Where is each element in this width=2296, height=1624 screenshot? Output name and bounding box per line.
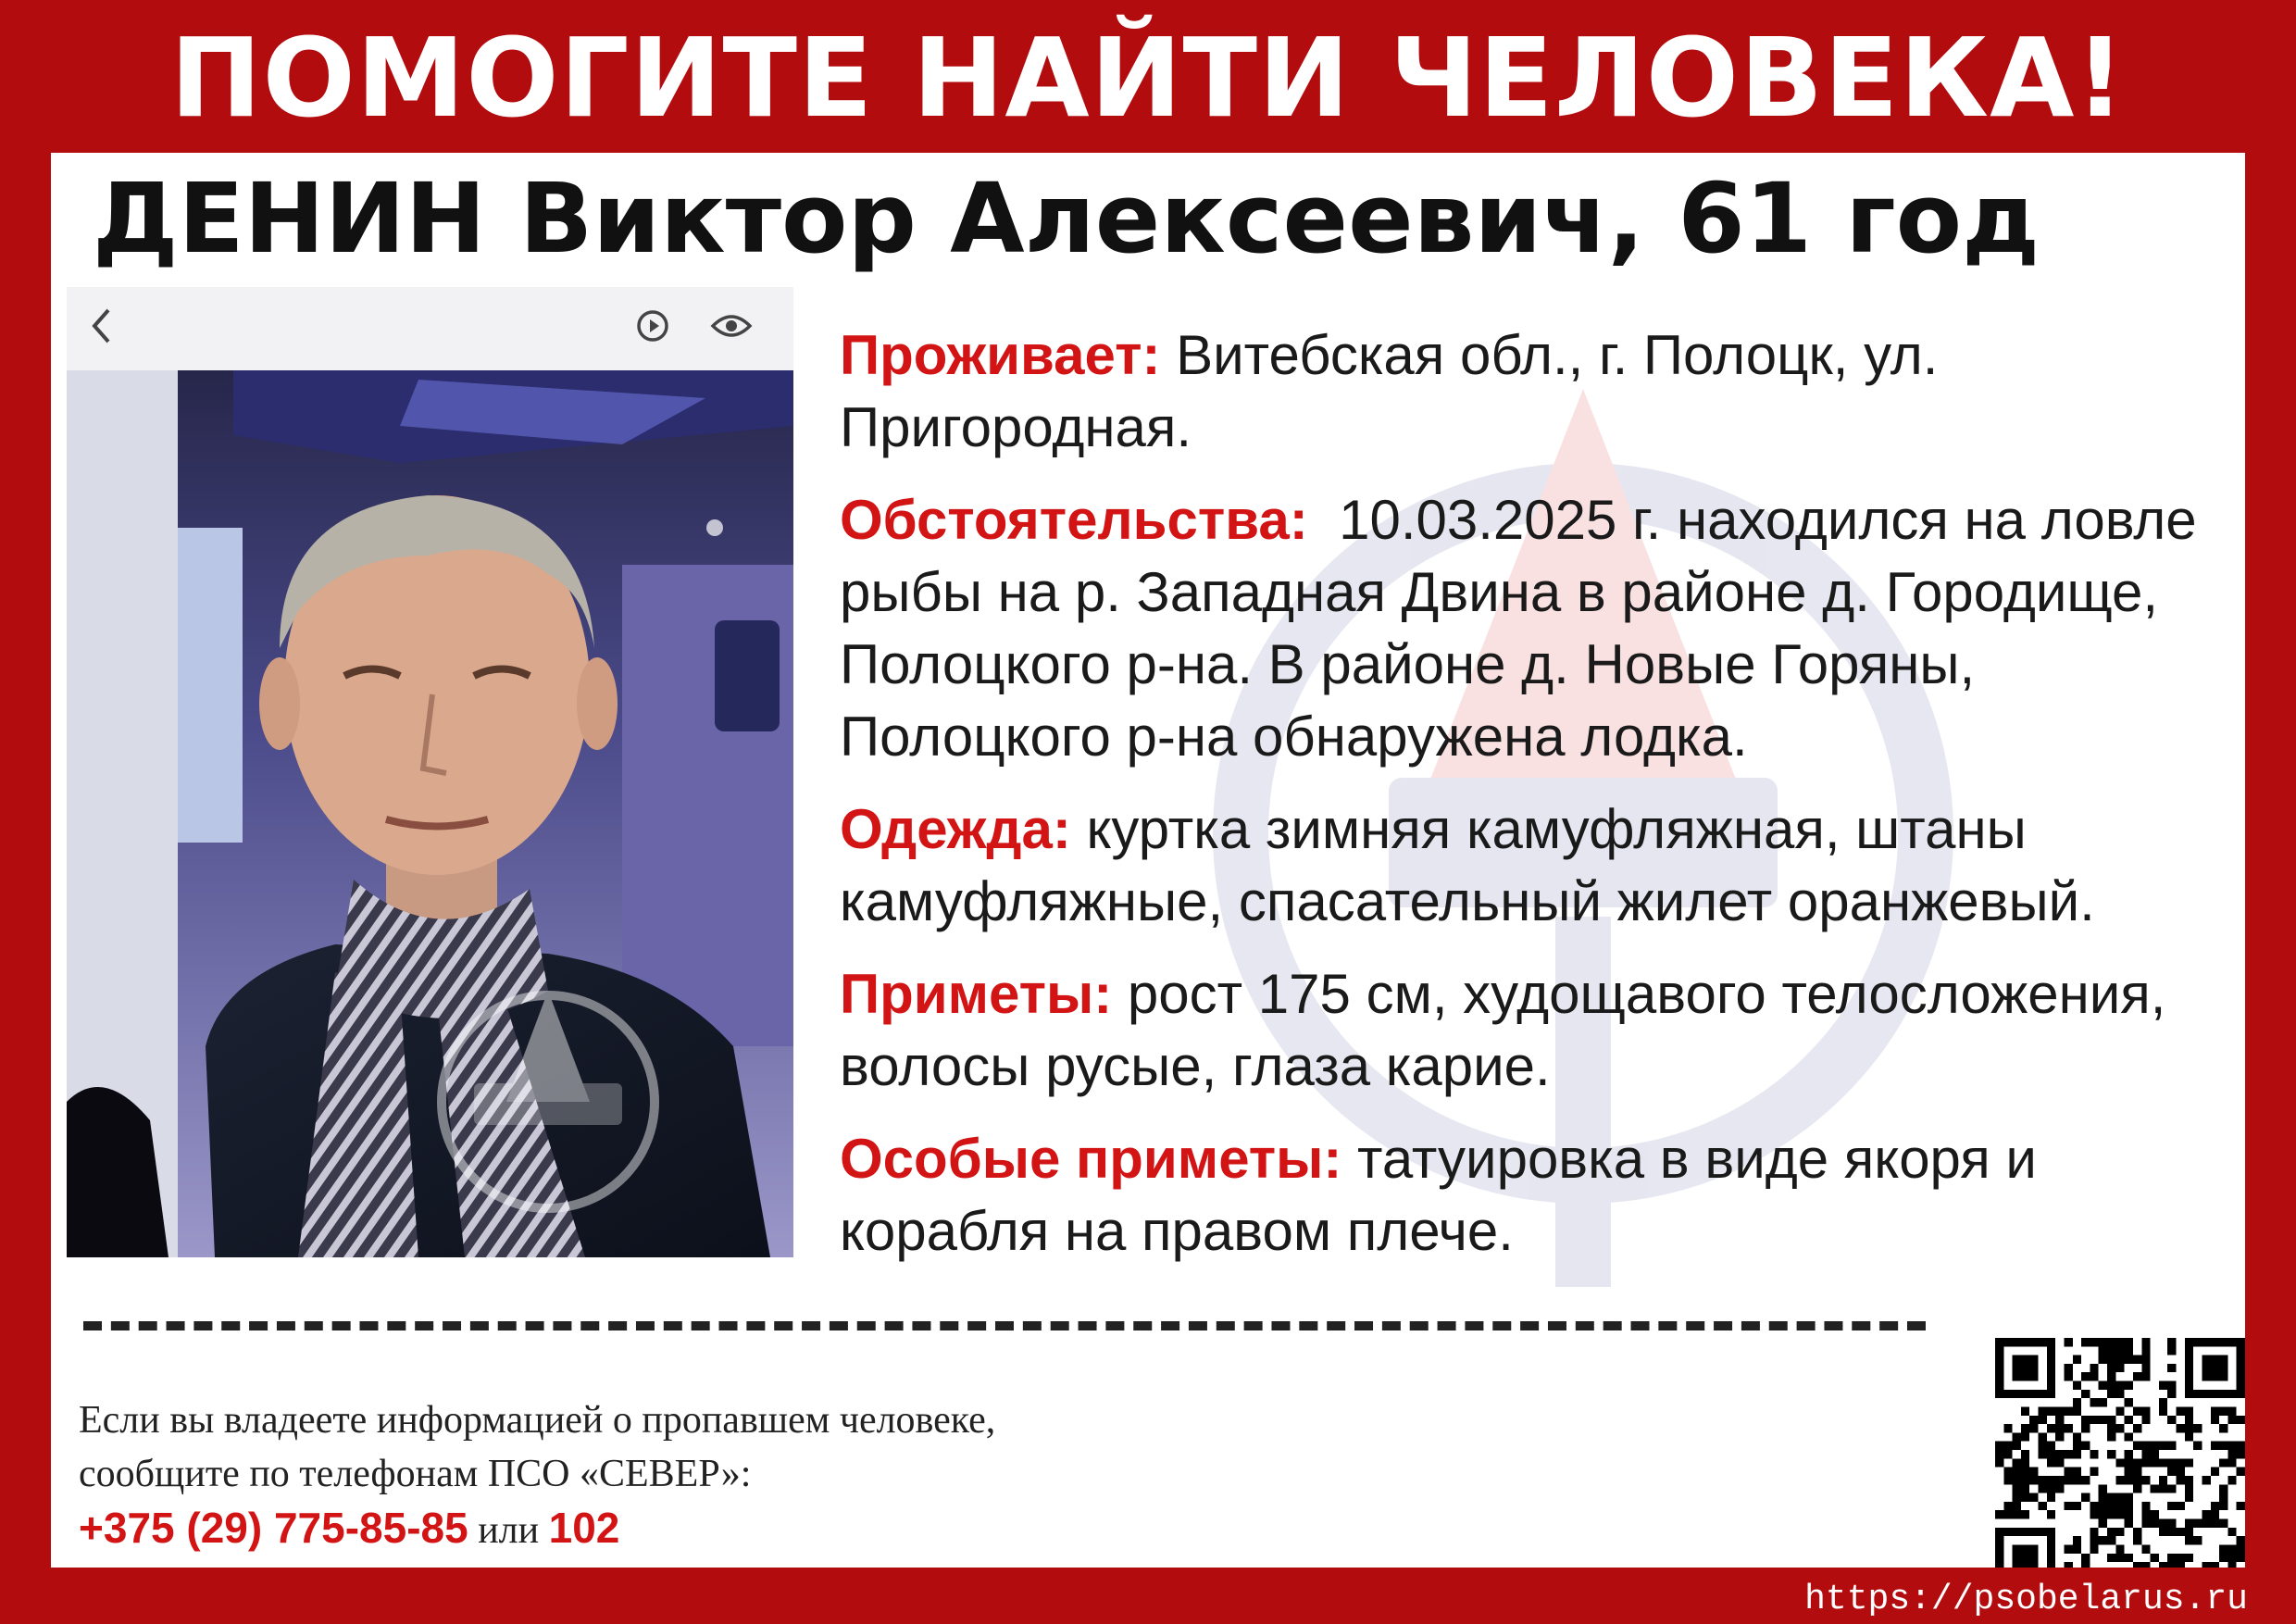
detail-special-marks-text: татуировка в виде якоря и корабля на правом плече. [840, 1128, 2037, 1262]
contact-phones [79, 1501, 995, 1557]
detail-clothing-text: куртка зимняя камуфляжная, штаны камуфляжные, спасательный жилет оранжевый. [840, 798, 2095, 932]
detail-clothing-label: Одежда: [840, 798, 1071, 860]
detail-residence-text: Витебская обл., г. Полоцк, ул. Пригородная. [840, 324, 1939, 458]
person-name-heading: ДЕНИН Виктор Алексеевич, 61 год [93, 162, 2040, 275]
contact-info [79, 1393, 995, 1557]
banner-title: ПОМОГИТЕ НАЙТИ ЧЕЛОВЕКА! [169, 14, 2127, 142]
detail-residence [840, 319, 2210, 464]
qr-code-icon[interactable] [1995, 1338, 2245, 1568]
dashed-divider [83, 1321, 1926, 1330]
contact-short-phone[interactable]: 102 [548, 1504, 620, 1552]
detail-appearance-text: рост 175 см, худощавого телосложения, волосы русые, глаза карие. [840, 963, 2166, 1097]
header-banner [0, 0, 2296, 156]
detail-circumstances-text: 10.03.2025 г. находился на ловле рыбы на р. Западная Двина в районе д. Городище, Полоцкого р-на. В районе д. Новые Горяны, Полоцкого р-на обнаружена лодка. [840, 489, 2213, 768]
contact-phone[interactable]: +375 (29) 775-85-85 [79, 1504, 468, 1552]
missing-person-details [840, 319, 2213, 1288]
detail-special-marks [840, 1123, 2210, 1268]
person-photo [67, 287, 793, 1257]
contact-line-2: сообщите по телефонам ПСО «СЕВЕР»: [79, 1453, 752, 1495]
detail-appearance-label: Приметы: [840, 963, 1113, 1025]
poster-panel [51, 153, 2245, 1568]
contact-or: или [468, 1509, 549, 1552]
detail-appearance [840, 958, 2210, 1103]
detail-residence-label: Проживает: [840, 324, 1161, 386]
detail-clothing [840, 793, 2210, 938]
detail-circumstances-label: Обстоятельства: [840, 489, 1308, 551]
footer-url[interactable]: https://psobelarus.ru [1804, 1579, 2248, 1619]
detail-special-marks-label: Особые приметы: [840, 1128, 1342, 1190]
contact-line-1: Если вы владеете информацией о пропавшем человеке, [79, 1399, 996, 1442]
detail-circumstances [840, 484, 2213, 773]
